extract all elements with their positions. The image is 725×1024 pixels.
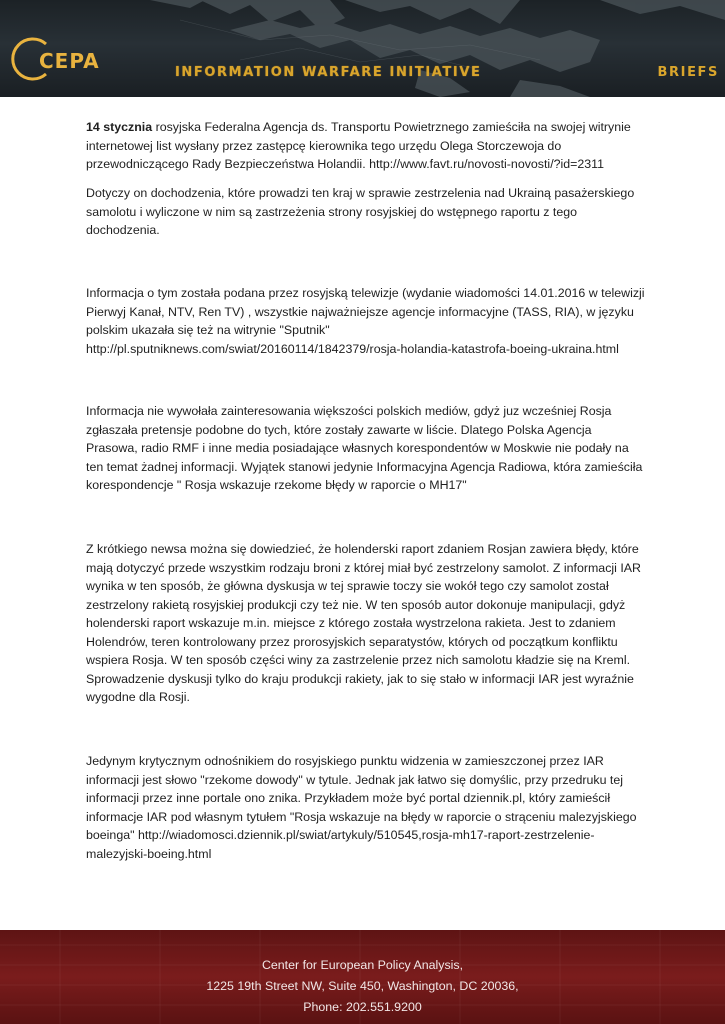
europe-map-graphic — [0, 0, 725, 97]
paragraph-date: 14 stycznia — [86, 120, 153, 134]
footer-org-name: Center for European Policy Analysis, — [261, 958, 464, 972]
paragraph-1-text: rosyjska Federalna Agencja ds. Transportu Powietrznego zamieściła na swojej witrynie internetowej list wysłany przez zastępcę kierownika tego urzędu Olega Storczewoja do przewodniczącego Rady Bezpieczeństwa Holandii. http://www.favt.ru/novosti-novosti/?id=2311 — [86, 120, 631, 171]
paragraph-3: Informacja o tym została podana przez rosyjską telewizje (wydanie wiadomości 14.01.2016 w telewizji Pierwyj Kanał, NTV, Ren TV) , wszystkie najważniejsze agencje informacyjne (TASS, RIA), w języku polskim ukazała się też na witrynie "Sputnik" http://pl.sputniknews.com/swiat/20160114/1842379/rosja-holandia-katastrofa-boeing-ukraina.html — [86, 286, 645, 356]
paragraph-4: Informacja nie wywołała zainteresowania większości polskich mediów, gdyż juz wcześniej Rosja zgłaszała pretensje podobne do tych, które zostały zawarte w liście. Dlatego Polska Agencja Prasowa, radio RMF i inne media posiadające własnych korespondentów w Moskwie nie podały na ten temat żadnej informacji. Wyjątek stanowi jedynie Informacyjna Agencja Radiowa, która zamieściła korespondencje " Rosja wskazuje rzekome błędy w raporcie o MH17" — [86, 404, 643, 492]
footer — [0, 930, 725, 1024]
footer-phone: Phone: 202.551.9200 — [303, 1000, 422, 1014]
paragraph-1 — [86, 118, 646, 174]
cepa-logo — [8, 34, 100, 86]
footer-address — [0, 955, 725, 1018]
paragraph-2: Dotyczy on dochodzenia, które prowadzi ten kraj w sprawie zestrzelenia nad Ukrainą pasażerskiego samolotu i wyliczone w nim są zastrzeżenia strony rosyjskiej do wstępnego raportu z tego dochodzenia. — [86, 186, 635, 237]
paragraph-5: Z krótkiego newsa można się dowiedzieć, że holenderski raport zdaniem Rosjan zawiera błędy, które mają dotyczyć przede wszystkim rodzaju broni z której miał być zestrzelony samolot. Z informacji IAR wynika w ten sposób, że główna dyskusja w tej sprawie toczy sie wokół tego czy samolot został zestrzelony rakietą rosyjskiej produkcji czy też nie. W ten sposób autor dokonuje manipulacji, gdyż holenderski raport wskazuje m.in. miejsce z którego została wystrzelona rakieta. Jest to zdaniem Holendrów, teren kontrolowany przez prorosyjskich separatystów, których od początkum konfliktu wspiera Rosja. W ten sposób części winy za zastrzelenie przez nich samolotu kładzie się na Kreml. Sprowadzenie dyskusji tylko do kraju produkcji rakiety, jak to się stało w informacji IAR jest wyraźnie wygodne dla Rosji. — [86, 542, 642, 704]
paragraph-6: Jedynym krytycznym odnośnikiem do rosyjskiego punktu widzenia w zamieszczonej przez IAR informacji jest słowo "rzekome dowody" w tytule. Jednak jak łatwo się domyślic, przy przedruku tej informacji przez inne portale ono znika. Przykładem może być portal dziennik.pl, który zamieścił informacje IAR pod własnym tytułem "Rosja wskazuje na błędy w raporcie o strąceniu malezyjskiego boeinga" http://wiadomosci.dziennik.pl/swiat/artykuly/510545,rosja-mh17-raport-zestrzelenie-malezyjski-boeing.html — [86, 754, 637, 861]
logo-text: CEPA — [39, 49, 100, 73]
initiative-title: INFORMATION WARFARE INITIATIVE — [175, 65, 482, 80]
header-banner — [0, 0, 725, 97]
section-label: BRIEFS — [657, 65, 719, 80]
footer-street-address: 1225 19th Street NW, Suite 450, Washington, DC 20036, — [206, 979, 519, 993]
